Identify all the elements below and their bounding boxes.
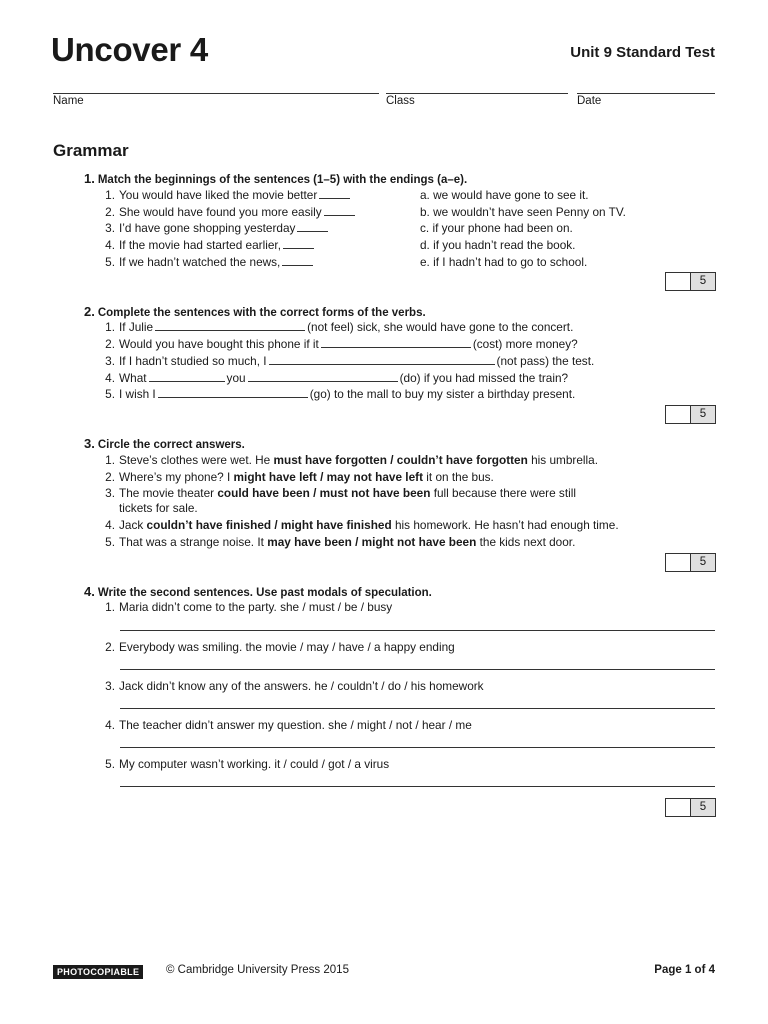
- circle-item: 4. Jack couldn’t have finished / might have finished his homework. He hasn’t had enough time.: [105, 518, 619, 532]
- answer-blank[interactable]: [149, 371, 225, 382]
- answer-blank[interactable]: [321, 337, 471, 348]
- score-box: [665, 272, 716, 291]
- fill-in-item: 2. Would you have bought this phone if it (cost) more money?: [105, 337, 578, 351]
- match-left-item: 1. You would have liked the movie better: [99, 188, 352, 202]
- score-entry[interactable]: [666, 799, 691, 816]
- answer-line[interactable]: [120, 786, 715, 787]
- date-label: Date: [577, 95, 602, 107]
- answer-options[interactable]: might have left / may not have left: [233, 470, 423, 484]
- unit-label: Unit 9 Standard Test: [570, 44, 715, 61]
- question-instruction: Write the second sentences. Use past modals of speculation.: [97, 587, 432, 599]
- document-title: Uncover 4: [51, 31, 208, 68]
- question-number: 2.: [84, 304, 95, 319]
- fill-in-item: 5. I wish I (go) to the mall to buy my sister a birthday present.: [105, 387, 576, 401]
- name-field[interactable]: [53, 93, 379, 107]
- answer-options[interactable]: must have forgotten / couldn’t have forgotten: [273, 453, 528, 467]
- circle-item-continuation: tickets for sale.: [119, 501, 198, 515]
- answer-blank[interactable]: [282, 255, 313, 266]
- score-entry[interactable]: [666, 554, 691, 571]
- score-entry[interactable]: [666, 273, 691, 290]
- answer-options[interactable]: could have been / must not have been: [217, 486, 431, 500]
- circle-item: 3. The movie theater could have been / must not have been full because there were still: [105, 486, 576, 500]
- match-right-item: e. if I hadn’t had to go to school.: [420, 255, 588, 269]
- match-right-item: a. we would have gone to see it.: [420, 188, 589, 202]
- copyright-notice: © Cambridge University Press 2015: [166, 964, 349, 976]
- answer-line[interactable]: [120, 669, 715, 670]
- match-left-item: 2. She would have found you more easily: [99, 205, 357, 219]
- rewrite-item: 1. Maria didn’t come to the party. she / must / be / busy: [105, 600, 393, 614]
- score-box: [665, 553, 716, 572]
- name-label: Name: [53, 95, 84, 107]
- answer-blank[interactable]: [297, 221, 328, 232]
- question-4-heading: [84, 584, 432, 599]
- score-box: [665, 405, 716, 424]
- match-right-item: c. if your phone had been on.: [420, 221, 573, 235]
- circle-item: 2. Where’s my phone? I might have left / may not have left it on the bus.: [105, 470, 494, 484]
- question-3-heading: [84, 436, 245, 451]
- answer-line[interactable]: [120, 630, 715, 631]
- match-right-item: d. if you hadn’t read the book.: [420, 238, 576, 252]
- score-total: 5: [691, 406, 715, 423]
- fill-in-item: 3. If I hadn’t studied so much, I (not pass) the test.: [105, 354, 595, 368]
- fill-in-item: 4. What you (do) if you had missed the train?: [105, 371, 569, 385]
- rewrite-item: 5. My computer wasn’t working. it / could / got / a virus: [105, 757, 390, 771]
- class-field[interactable]: [386, 93, 568, 107]
- answer-blank[interactable]: [324, 205, 355, 216]
- rewrite-item: 3. Jack didn’t know any of the answers. he / couldn’t / do / his homework: [105, 679, 484, 693]
- answer-options[interactable]: may have been / might not have been: [267, 535, 477, 549]
- answer-blank[interactable]: [269, 354, 495, 365]
- match-right-item: b. we wouldn’t have seen Penny on TV.: [420, 205, 626, 219]
- date-field[interactable]: [577, 93, 715, 107]
- score-total: 5: [691, 799, 715, 816]
- question-1-heading: [84, 171, 467, 186]
- answer-blank[interactable]: [155, 320, 305, 331]
- match-left-item: 5. If we hadn’t watched the news,: [99, 255, 315, 269]
- question-number: 3.: [84, 436, 95, 451]
- rewrite-item: 4. The teacher didn’t answer my question. she / might / not / hear / me: [105, 718, 472, 732]
- question-number: 1.: [84, 171, 95, 186]
- class-label: Class: [386, 95, 415, 107]
- photocopiable-badge: PHOTOCOPIABLE: [53, 965, 143, 979]
- answer-options[interactable]: couldn’t have finished / might have finished: [146, 518, 392, 532]
- score-total: 5: [691, 554, 715, 571]
- question-2-heading: [84, 304, 426, 319]
- answer-blank[interactable]: [319, 188, 350, 199]
- answer-line[interactable]: [120, 747, 715, 748]
- score-box: [665, 798, 716, 817]
- question-instruction: Complete the sentences with the correct forms of the verbs.: [97, 307, 426, 319]
- answer-line[interactable]: [120, 708, 715, 709]
- student-info-row: [53, 93, 715, 113]
- question-instruction: Match the beginnings of the sentences (1–5) with the endings (a–e).: [97, 174, 468, 186]
- question-instruction: Circle the correct answers.: [97, 439, 245, 451]
- match-left-item: 3. I’d have gone shopping yesterday: [99, 221, 330, 235]
- score-total: 5: [691, 273, 715, 290]
- circle-item: 1. Steve’s clothes were wet. He must have forgotten / couldn’t have forgotten his umbrella.: [105, 453, 598, 467]
- score-entry[interactable]: [666, 406, 691, 423]
- answer-blank[interactable]: [283, 238, 314, 249]
- page-number: Page 1 of 4: [654, 964, 715, 976]
- section-heading: Grammar: [53, 141, 129, 160]
- match-left-item: 4. If the movie had started earlier,: [99, 238, 316, 252]
- answer-blank[interactable]: [158, 387, 308, 398]
- circle-item: 5. That was a strange noise. It may have been / might not have been the kids next door.: [105, 535, 576, 549]
- fill-in-item: 1. If Julie (not feel) sick, she would have gone to the concert.: [105, 320, 574, 334]
- question-number: 4.: [84, 584, 95, 599]
- answer-blank[interactable]: [248, 371, 398, 382]
- rewrite-item: 2. Everybody was smiling. the movie / may / have / a happy ending: [105, 640, 455, 654]
